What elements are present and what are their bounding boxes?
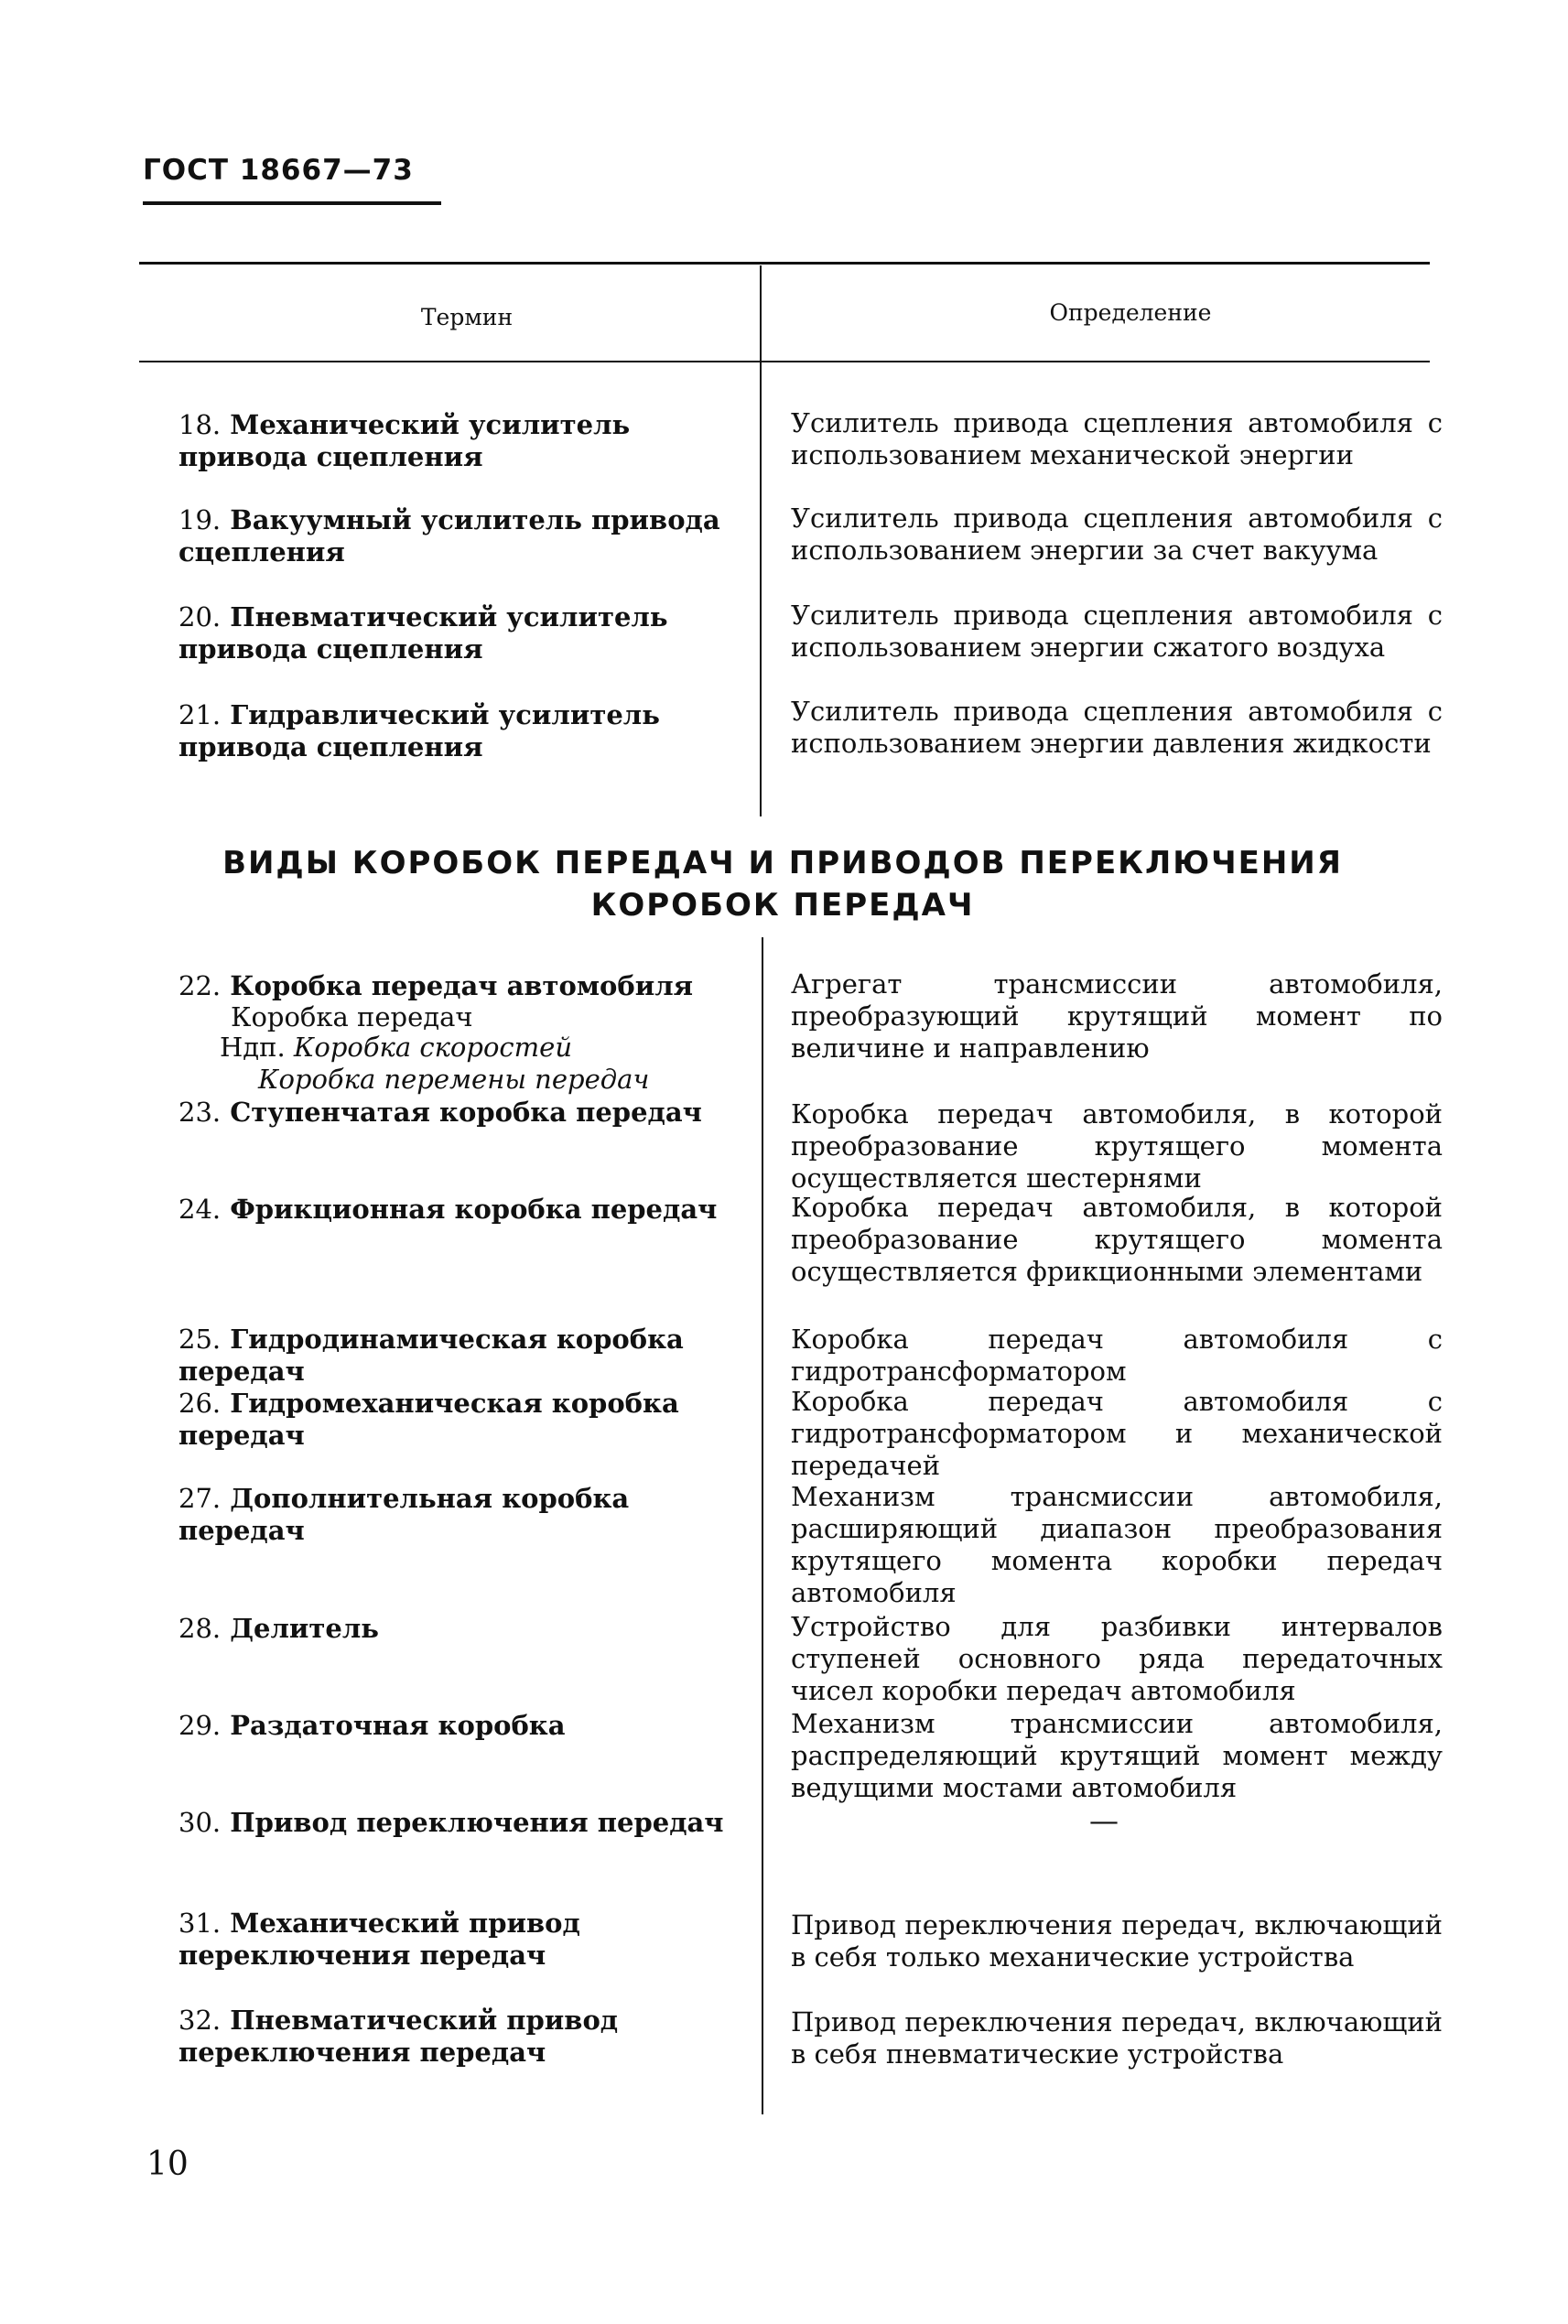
term-text: Механический усилитель привода сцепления (178, 409, 631, 472)
definition-21: Усилитель привода сцепления автомобиля с использованием энергии давления жидкости (791, 696, 1443, 759)
term-text: Привод переключения передач (230, 1807, 724, 1838)
term-text: Механический привод переключения передач (178, 1908, 580, 1971)
term-25 (178, 1324, 737, 1388)
term-text: Коробка передач автомобиля (230, 970, 694, 1001)
term-text: Гидравлический усилитель привода сцепления (178, 699, 660, 762)
term-23 (178, 1097, 731, 1129)
term-20 (178, 601, 731, 665)
term-number: 18. (178, 409, 222, 440)
definition-28: Устройство для разбивки интервалов ступеней основного ряда передаточных чисел коробки передач автомобиля (791, 1611, 1443, 1706)
column-divider-header (760, 265, 762, 361)
term-19 (178, 504, 731, 568)
definition-32: Привод переключения передач, включающий в себя пневматические устройства (791, 2006, 1443, 2070)
term-22-synonym: Коробка передач (231, 1001, 473, 1032)
definition-23: Коробка передач автомобиля, в которой преобразование крутящего момента осуществляется шестернями (791, 1098, 1443, 1194)
ndp-label: Ндп. (220, 1032, 286, 1063)
definition-19: Усилитель привода сцепления автомобиля с использованием энергии за счет вакуума (791, 503, 1443, 566)
term-21 (178, 699, 731, 763)
term-29 (178, 1710, 731, 1742)
document-code: ГОСТ 18667—73 (143, 154, 414, 187)
term-18 (178, 409, 728, 473)
definition-29: Механизм трансмиссии автомобиля, распределяющий крутящий момент между ведущими мостами автомобиля (791, 1708, 1443, 1803)
ndp-synonym-2: Коробка перемены передач (258, 1064, 650, 1095)
table-header-rule (139, 361, 1430, 362)
definition-25: Коробка передач автомобиля с гидротрансформатором (791, 1324, 1443, 1387)
definition-27: Механизм трансмиссии автомобиля, расширяющий диапазон преобразования крутящего момента коробки передач автомобиля (791, 1481, 1443, 1608)
definition-18: Усилитель привода сцепления автомобиля с использованием механической энергии (791, 407, 1443, 470)
header-underline (143, 201, 441, 205)
column-divider-upper (760, 362, 762, 816)
table-top-rule (139, 262, 1430, 265)
term-22-ndp (220, 1032, 572, 1063)
term-text: Гидродинамическая коробка передач (178, 1324, 684, 1387)
term-text: Раздаточная коробка (230, 1710, 566, 1741)
term-text: Пневматический привод переключения передач (178, 2005, 619, 2068)
term-26 (178, 1388, 737, 1452)
term-number: 30. (178, 1807, 222, 1838)
term-number: 26. (178, 1388, 222, 1419)
term-30 (178, 1807, 731, 1839)
term-number: 28. (178, 1613, 222, 1644)
definition-22: Агрегат трансмиссии автомобиля, преобразующий крутящий момент по величине и направлению (791, 968, 1443, 1064)
term-text: Вакуумный усилитель привода сцепления (178, 504, 720, 567)
section-title-line-1: ВИДЫ КОРОБОК ПЕРЕДАЧ И ПРИВОДОВ ПЕРЕКЛЮЧЕНИЯ (222, 845, 1343, 881)
column-header-term: Термин (420, 304, 514, 330)
definition-31: Привод переключения передач, включающий в себя только механические устройства (791, 1909, 1443, 1973)
definition-24: Коробка передач автомобиля, в которой преобразование крутящего момента осуществляется фрикционными элементами (791, 1192, 1443, 1287)
section-title-line-2: КОРОБОК ПЕРЕДАЧ (590, 887, 975, 924)
term-28 (178, 1613, 731, 1645)
term-number: 27. (178, 1483, 222, 1514)
term-text: Ступенчатая коробка передач (230, 1097, 702, 1128)
term-number: 32. (178, 2005, 222, 2036)
definition-30-dash: — (1089, 1803, 1119, 1838)
definition-20: Усилитель привода сцепления автомобиля с использованием энергии сжатого воздуха (791, 600, 1443, 663)
section-title (183, 842, 1382, 926)
term-text: Делитель (230, 1613, 379, 1644)
term-number: 25. (178, 1324, 222, 1355)
term-number: 21. (178, 699, 222, 730)
term-text: Гидромеханическая коробка передач (178, 1388, 679, 1451)
ndp-synonym-1: Коробка скоростей (293, 1032, 572, 1063)
term-number: 23. (178, 1097, 222, 1128)
column-divider-lower (762, 937, 763, 2114)
term-number: 22. (178, 970, 222, 1001)
term-text: Дополнительная коробка передач (178, 1483, 630, 1546)
definition-26: Коробка передач автомобиля с гидротрансформатором и механической передачей (791, 1386, 1443, 1481)
term-number: 19. (178, 504, 222, 535)
term-24 (178, 1194, 731, 1226)
column-header-definition: Определение (1049, 299, 1212, 326)
term-32 (178, 2005, 731, 2069)
term-text: Пневматический усилитель привода сцепления (178, 601, 668, 665)
term-number: 24. (178, 1194, 222, 1225)
term-22 (178, 970, 731, 1002)
term-27 (178, 1483, 731, 1547)
page-number: 10 (146, 2146, 189, 2183)
term-number: 29. (178, 1710, 222, 1741)
term-number: 31. (178, 1908, 222, 1939)
term-number: 20. (178, 601, 222, 632)
term-text: Фрикционная коробка передач (230, 1194, 718, 1225)
term-31 (178, 1908, 731, 1972)
